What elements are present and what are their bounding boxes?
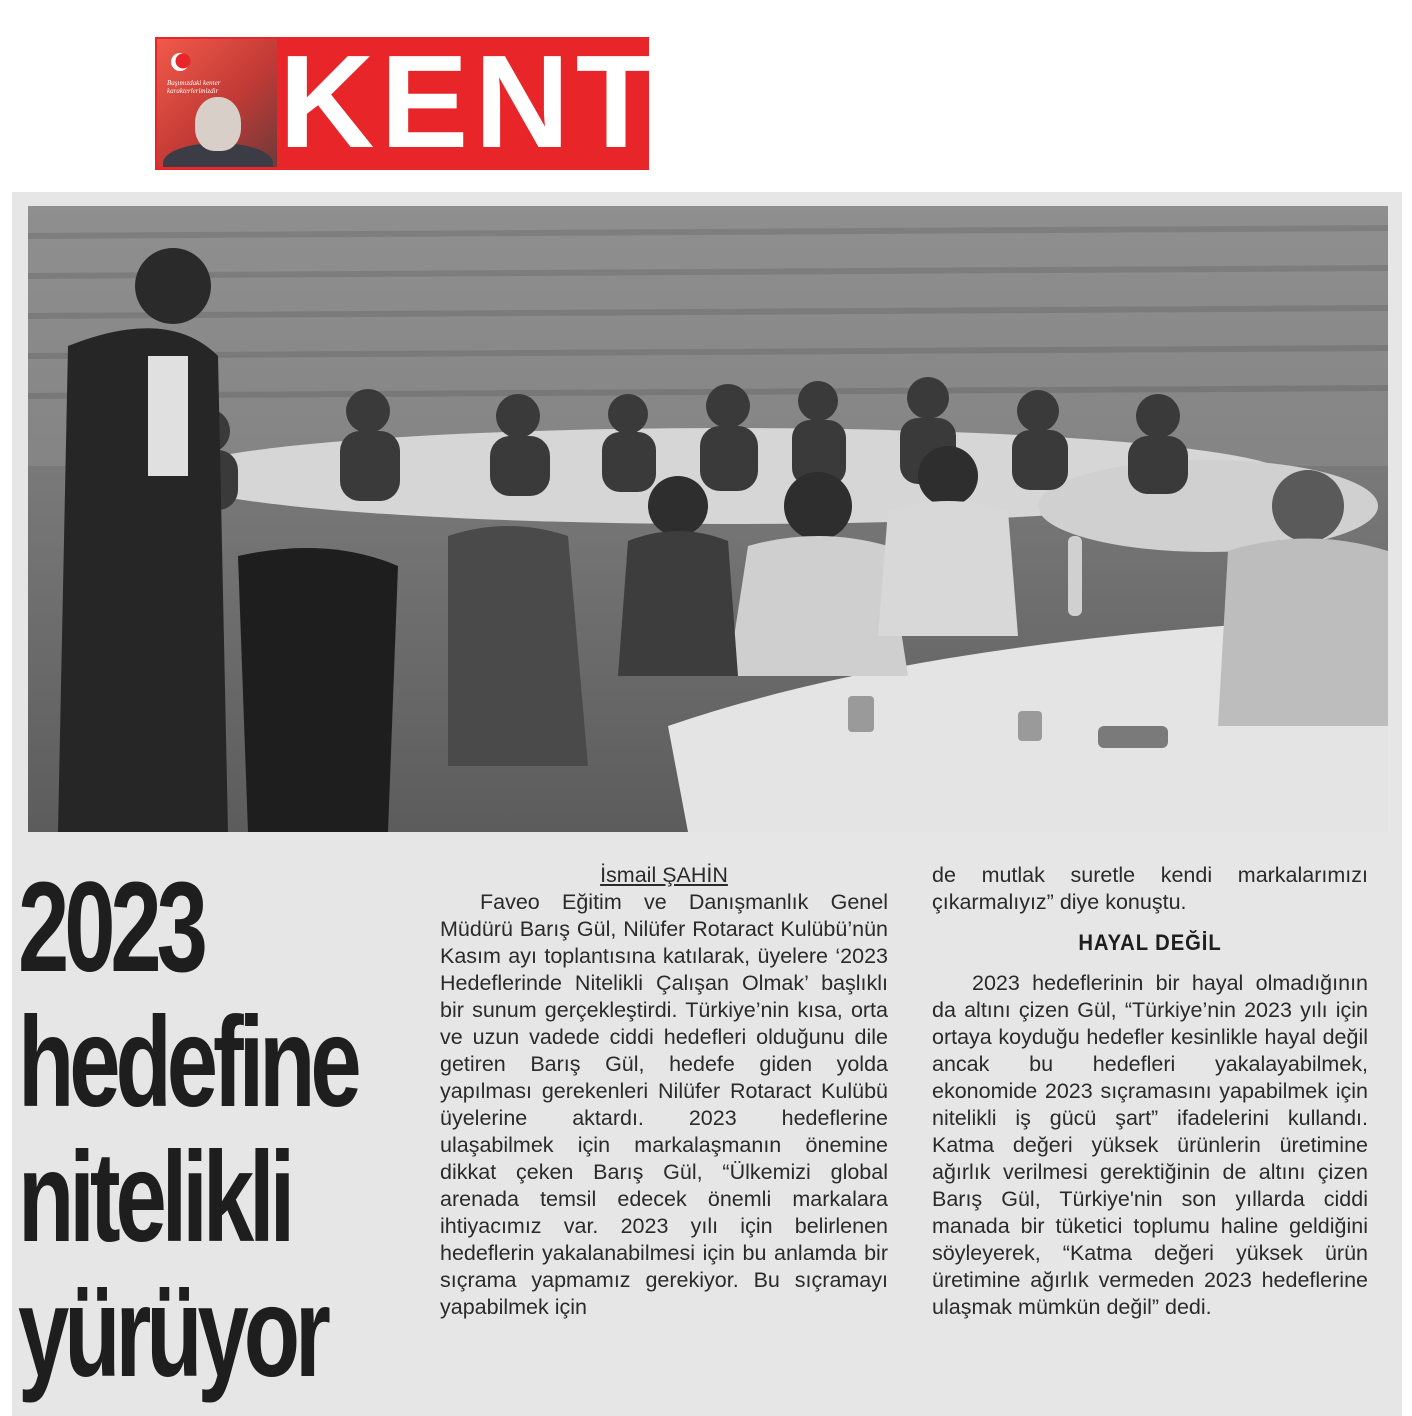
crescent-logo-icon: [169, 51, 191, 73]
ataturk-portrait-image: [157, 39, 277, 167]
article-column-2: [932, 862, 1368, 1321]
newspaper-masthead: [155, 28, 663, 175]
headline-line: nitelikli: [18, 1126, 291, 1269]
portrait-head: [195, 97, 241, 151]
article-body-paragraph: 2023 hedeflerinin bir hayal olmadığının da altını çizen Gül, “Türkiye’nin 2023 yılı için ortaya koyduğu hedefler kesinlikle hayal değil ancak bu hedefleri yakalayabilmek, ekonomide 2023 sıçramasını yapabilmek için nitelikli iş gücü şart” ifadelerini kullandı. Katma değeri yüksek ürünlerin üretimine ağırlık verilmesi gerektiğinin de altını çizen Barış Gül, Türkiye'nin son yıllarda ciddi manada bir tüketici toplumu haline geldiğini söyleyerek, “Katma değeri yüksek ürün üretimine ağırlık vermeden 2023 hedeflerine ulaşmak mümkün değil” dedi.: [932, 971, 1368, 1319]
article-photo: [28, 206, 1388, 832]
headline-line: 2023: [18, 856, 203, 999]
newspaper-name: KENT: [279, 28, 663, 175]
meeting-photo-illustration: [28, 206, 1388, 832]
article-body-paragraph: Faveo Eğitim ve Danışmanlık Genel Müdürü Barış Gül, Nilüfer Rotaract Kulübü’nün Kasım ayı toplantısına katılarak, üyelere ‘2023 Hedeflerinde Nitelikli Çalışan Olmak’ başlıklı bir sunum gerçekleştirdi. Türkiye’nin kısa, orta ve uzun vadede ciddi hedefleri olduğunu dile getiren Barış Gül, hedefe giden yolda yapılması gerekenleri Nilüfer Rotaract Kulübü üyelerine aktardı. 2023 hedeflerine ulaşabilmek için markalaşmanın önemine dikkat çeken Barış Gül, “Ülkemizi global arenada temsil edecek önemli markalara ihtiyacımız var. 2023 yılı için belirlenen hedeflerin yakalanabilmesi için bu anlamda bir sıçrama yapmamız gerekiyor. Bu sıçramayı yapabilmek için: [440, 890, 888, 1319]
article-body-continuation: de mutlak suretle kendi markalarımızı çıkarmalıyız” diye konuştu.: [932, 863, 1368, 914]
masthead-slogan: Başımızdaki kenter karakterlerimizdir: [167, 79, 221, 95]
article-byline: İsmail ŞAHİN: [600, 863, 728, 887]
article-headline: [18, 856, 357, 1404]
article-column-1: [440, 862, 888, 1321]
headline-line: yürüyor: [18, 1261, 326, 1404]
article-subheading: HAYAL DEĞİL: [1078, 930, 1222, 955]
headline-line: hedefine: [18, 991, 357, 1134]
